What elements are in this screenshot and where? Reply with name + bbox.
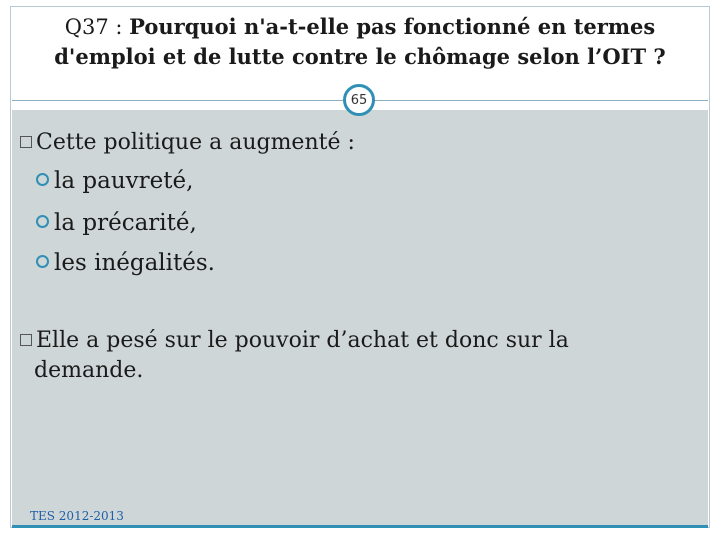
- page-number-badge: 65: [343, 84, 375, 116]
- sub-bullet-text: la pauvreté,: [54, 168, 194, 194]
- bullet-pouvoir-achat: [20, 326, 692, 386]
- slide-title: [12, 12, 708, 72]
- slide-footer: TES 2012-2013: [30, 509, 124, 523]
- footer-accent-bar: [12, 525, 708, 528]
- sub-bullet-text: la précarité,: [54, 210, 197, 236]
- question-text: Pourquoi n'a-t-elle pas fonctionné en termes d'emploi et de lutte contre le chômage selon l’OIT ?: [54, 14, 666, 69]
- circle-bullet-icon: [36, 215, 49, 228]
- question-number: Q37 :: [64, 15, 130, 39]
- square-bullet-icon: [20, 334, 32, 346]
- bullet-text-line1: Elle a pesé sur le pouvoir d’achat et donc sur la: [36, 328, 569, 353]
- sub-bullet-pauvrete: [36, 166, 193, 196]
- circle-bullet-icon: [36, 255, 49, 268]
- bullet-politique: [20, 128, 355, 158]
- circle-bullet-icon: [36, 173, 49, 186]
- sub-bullet-precarite: [36, 208, 197, 238]
- sub-bullet-inegalites: [36, 248, 215, 278]
- sub-bullet-text: les inégalités.: [54, 250, 215, 276]
- bullet-text-line2: demande.: [34, 358, 144, 383]
- square-bullet-icon: [20, 136, 32, 148]
- bullet-text: Cette politique a augmenté :: [36, 130, 355, 155]
